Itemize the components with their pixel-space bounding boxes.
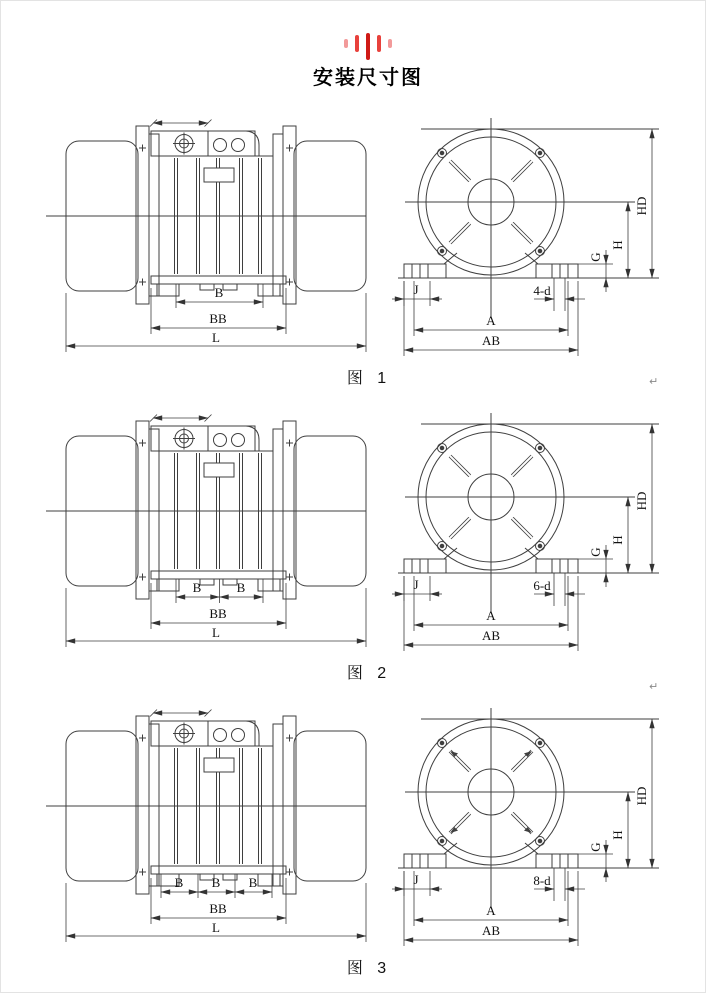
paragraph-return-mark: ↵ (649, 680, 659, 693)
dim-label-bb: BB (209, 606, 227, 621)
dim-label-b: B (211, 875, 221, 890)
dim-label-b: B (192, 580, 202, 595)
dim-label-bolt: 8-d (533, 873, 551, 888)
paragraph-return-mark: ↵ (649, 375, 659, 388)
figure-caption: 图 1 (346, 370, 392, 387)
dim-label-b: B (214, 285, 224, 300)
figure-caption: 图 3 (346, 960, 392, 977)
dim-label-b: B (236, 580, 246, 595)
figure-2-drawing (1, 401, 706, 696)
red-pulse-logo (31, 28, 705, 58)
figure-1-drawing (1, 106, 706, 401)
motor-front-view (392, 708, 659, 946)
dim-label-l: L (212, 625, 220, 640)
dim-label-hd: HD (634, 786, 649, 806)
dim-label-a: A (486, 313, 496, 328)
logo-bar (366, 33, 370, 60)
dim-label-h: H (610, 240, 625, 250)
dim-label-b: B (248, 875, 258, 890)
dim-label-ab: AB (481, 628, 501, 643)
dim-label-g: G (588, 252, 603, 262)
dim-label-a: A (486, 903, 496, 918)
logo-bar (344, 39, 348, 48)
dim-label-ab: AB (481, 923, 501, 938)
dim-label-j: J (413, 872, 419, 887)
dim-label-bb: BB (209, 901, 227, 916)
logo-bar (388, 39, 392, 48)
dim-label-bolt: 4-d (533, 283, 551, 298)
b-dimension-lines (176, 579, 263, 603)
dim-label-b: B (174, 875, 184, 890)
dim-label-hd: HD (634, 196, 649, 216)
dim-label-a: A (486, 608, 496, 623)
dim-label-bb: BB (209, 311, 227, 326)
document-header (1, 1, 705, 90)
motor-side-view (46, 120, 366, 305)
dim-label-j: J (413, 577, 419, 592)
dim-label-g: G (588, 842, 603, 852)
logo-bar (377, 35, 381, 52)
page-title: 安装尺寸图 (313, 67, 423, 89)
motor-front-view (392, 118, 659, 356)
dim-label-bolt: 6-d (533, 578, 551, 593)
dim-label-hd: HD (634, 491, 649, 511)
motor-side-view (46, 710, 366, 895)
figure-caption: 图 2 (346, 665, 392, 682)
dim-label-j: J (413, 282, 419, 297)
dim-label-l: L (212, 330, 220, 345)
dim-label-ab: AB (481, 333, 501, 348)
dim-label-h: H (610, 535, 625, 545)
dim-label-g: G (588, 547, 603, 557)
logo-bar (355, 35, 359, 52)
dim-label-l: L (212, 920, 220, 935)
dim-label-h: H (610, 830, 625, 840)
motor-side-view (46, 415, 366, 600)
figure-3-drawing (1, 696, 706, 991)
motor-front-view (392, 413, 659, 651)
